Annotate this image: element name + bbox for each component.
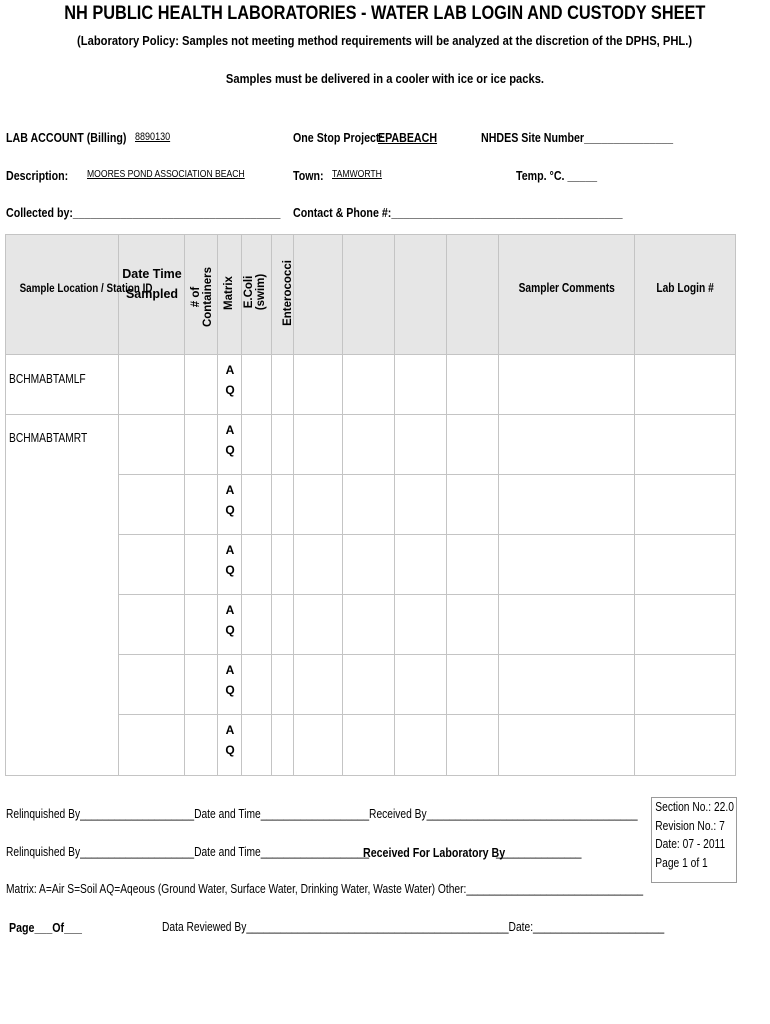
row-1-matrix: A Q (225, 363, 235, 397)
page-title: NH PUBLIC HEALTH LABORATORIES - WATER LAB LOGIN AND CUSTODY SHEET (64, 3, 706, 24)
town-value[interactable]: TAMWORTH (332, 168, 382, 180)
section-number: Section No.: 22.0 (655, 800, 734, 814)
row-2-matrix: A Q (225, 423, 235, 457)
one-stop-value[interactable]: EPABEACH (378, 130, 438, 145)
lab-account-label: LAB ACCOUNT (Billing) (6, 130, 127, 145)
collected-by-field[interactable]: Collected by:___________________________________ (6, 205, 281, 220)
row-5-matrix: A Q (225, 603, 235, 637)
page-number: Page 1 of 1 (655, 855, 708, 870)
row-7-matrix: A Q (225, 723, 235, 757)
header-matrix: Matrix (223, 276, 235, 310)
page-of-field[interactable]: Page___Of___ (9, 920, 82, 935)
revision-date: Date: 07 - 2011 (655, 837, 726, 851)
header-lab-login: Lab Login # (656, 281, 714, 295)
row-6-matrix: A Q (225, 663, 235, 697)
lab-account-value[interactable]: 8890130 (135, 131, 171, 143)
temp-field[interactable]: Temp. °C. _____ (516, 168, 598, 183)
received-for-lab-label: Received For Laboratory By (363, 845, 506, 860)
header-ecoli: E.Coli (swim) (243, 273, 267, 311)
description-label: Description: (6, 168, 69, 183)
header-containers: # of Containers (190, 266, 214, 328)
site-number-field[interactable]: NHDES Site Number_______________ (481, 130, 673, 145)
town-label: Town: (293, 168, 324, 183)
relinquished-by-row-1[interactable]: Relinquished By____________________Date and Time___________________Received By_____________________________________ (6, 807, 638, 821)
revision-number: Revision No.: 7 (655, 818, 725, 833)
cooler-note: Samples must be delivered in a cooler with ice or ice packs. (225, 71, 545, 86)
received-for-lab-field[interactable]: _______________ (496, 845, 582, 859)
header-date-time-sampled: Date Time Sampled (122, 267, 182, 301)
lab-policy-note: (Laboratory Policy: Samples not meeting method requirements will be analyzed at the discretion of the DPHS, PHL.) (77, 33, 693, 48)
row-2-location[interactable]: BCHMABTAMRT (9, 431, 88, 445)
row-3-matrix: A Q (225, 483, 235, 517)
matrix-legend: Matrix: A=Air S=Soil AQ=Aqeous (Ground Water, Surface Water, Drinking Water, Waste Water) Other:_______________________________ (6, 882, 644, 896)
one-stop-label: One Stop Project: (293, 130, 384, 145)
relinquished-by-row-2[interactable]: Relinquished By____________________Date and Time___________________ (6, 845, 370, 859)
header-enterococci: Enterococci (282, 260, 294, 326)
contact-phone-field[interactable]: Contact & Phone #:_______________________________________ (293, 205, 623, 220)
row-4-matrix: A Q (225, 543, 235, 577)
document-control-box (651, 797, 737, 883)
data-reviewed-field[interactable]: Data Reviewed By______________________________________________Date:_______________________ (162, 920, 665, 934)
header-sampler-comments: Sampler Comments (518, 281, 615, 295)
description-value[interactable]: MOORES POND ASSOCIATION BEACH (87, 168, 245, 180)
row-1-location[interactable]: BCHMABTAMLF (9, 372, 86, 386)
header-sample-location: Sample Location / Station ID (19, 281, 153, 295)
